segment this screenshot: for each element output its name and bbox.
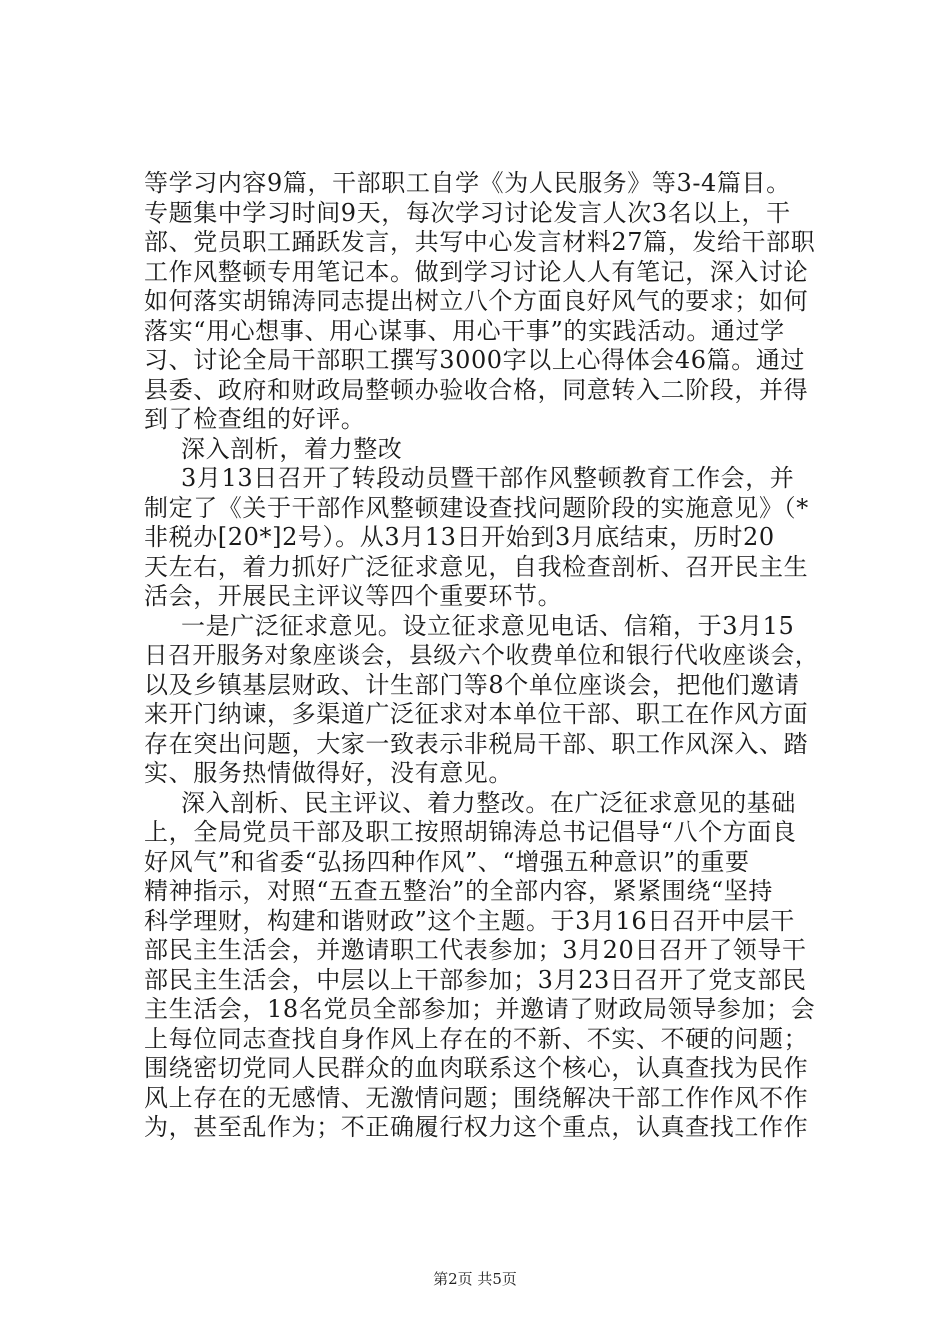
text-line: 以及乡镇基层财政、计生部门等8个单位座谈会，把他们邀请 [144, 670, 800, 699]
text-line: 部民主生活会，中层以上干部参加；3月23日召开了党支部民 [144, 965, 807, 994]
document-body [144, 169, 820, 1143]
text-line: 上每位同志查找自身作风上存在的不新、不实、不硬的问题； [144, 1024, 809, 1053]
text-line: 好风气”和省委“弘扬四种作风”、“增强五种意识”的重要 [144, 847, 750, 876]
text-line: 部民主生活会，并邀请职工代表参加；3月20日召开了领导干 [144, 936, 807, 964]
text-line: 为，甚至乱作为；不正确履行权力这个重点，认真查找工作作 [144, 1113, 809, 1141]
text-line: 实、服务热情做得好，没有意见。 [144, 759, 513, 787]
text-line: 3月13日召开了转段动员暨干部作风整顿教育工作会，并 [181, 464, 795, 492]
text-line: 县委、政府和财政局整顿办验收合格，同意转入二阶段，并得 [144, 375, 809, 404]
text-line: 一是广泛征求意见。设立征求意见电话、信箱，于3月15 [181, 611, 795, 640]
text-line: 落实“用心想事、用心谋事、用心干事”的实践活动。通过学 [144, 316, 785, 345]
text-line: 围绕密切党同人民群众的血肉联系这个核心，认真查找为民作 [144, 1054, 809, 1082]
text-line: 上，全局党员干部及职工按照胡锦涛总书记倡导“八个方面良 [144, 818, 797, 846]
text-line: 制定了《关于干部作风整顿建设查找问题阶段的实施意见》（* [144, 493, 809, 522]
text-line: 工作风整顿专用笔记本。做到学习讨论人人有笔记，深入讨论 [144, 257, 809, 286]
text-line: 非税办[20*]2号）。从3月13日开始到3月底结束，历时20 [144, 523, 775, 551]
text-line: 来开门纳谏，多渠道广泛征求对本单位干部、职工在作风方面 [144, 700, 809, 728]
text-line: 主生活会，18名党员全部参加；并邀请了财政局领导参加；会 [144, 995, 816, 1023]
text-line: 等学习内容9篇，干部职工自学《为人民服务》等3-4篇目。 [144, 169, 791, 197]
text-line: 天左右，着力抓好广泛征求意见，自我检查剖析、召开民主生 [144, 552, 809, 581]
text-line: 活会，开展民主评议等四个重要环节。 [144, 582, 563, 610]
text-line: 部、党员职工踊跃发言，共写中心发言材料27篇，发给干部职 [144, 228, 816, 256]
text-line: 专题集中学习时间9天，每次学习讨论发言人次3名以上，干 [144, 198, 791, 227]
text-line: 深入剖析、民主评议、着力整改。在广泛征求意见的基础 [181, 788, 796, 817]
page-footer: 第2页 共5页 [433, 1270, 517, 1288]
text-line: 风上存在的无感情、无激情问题；围绕解决干部工作作风不作 [144, 1083, 809, 1112]
text-line: 存在突出问题，大家一致表示非税局干部、职工作风深入、踏 [144, 729, 809, 758]
text-line: 深入剖析，着力整改 [181, 434, 403, 463]
text-line: 精神指示，对照“五查五整治”的全部内容，紧紧围绕“坚持 [144, 877, 774, 905]
text-line: 习、讨论全局干部职工撰写3000字以上心得体会46篇。通过 [144, 346, 806, 374]
text-line: 如何落实胡锦涛同志提出树立八个方面良好风气的要求；如何 [144, 287, 809, 315]
text-line: 到了检查组的好评。 [144, 405, 366, 433]
text-line: 科学理财，构建和谐财政”这个主题。于3月16日召开中层干 [144, 906, 795, 935]
text-line: 日召开服务对象座谈会，县级六个收费单位和银行代收座谈会， [144, 641, 819, 669]
